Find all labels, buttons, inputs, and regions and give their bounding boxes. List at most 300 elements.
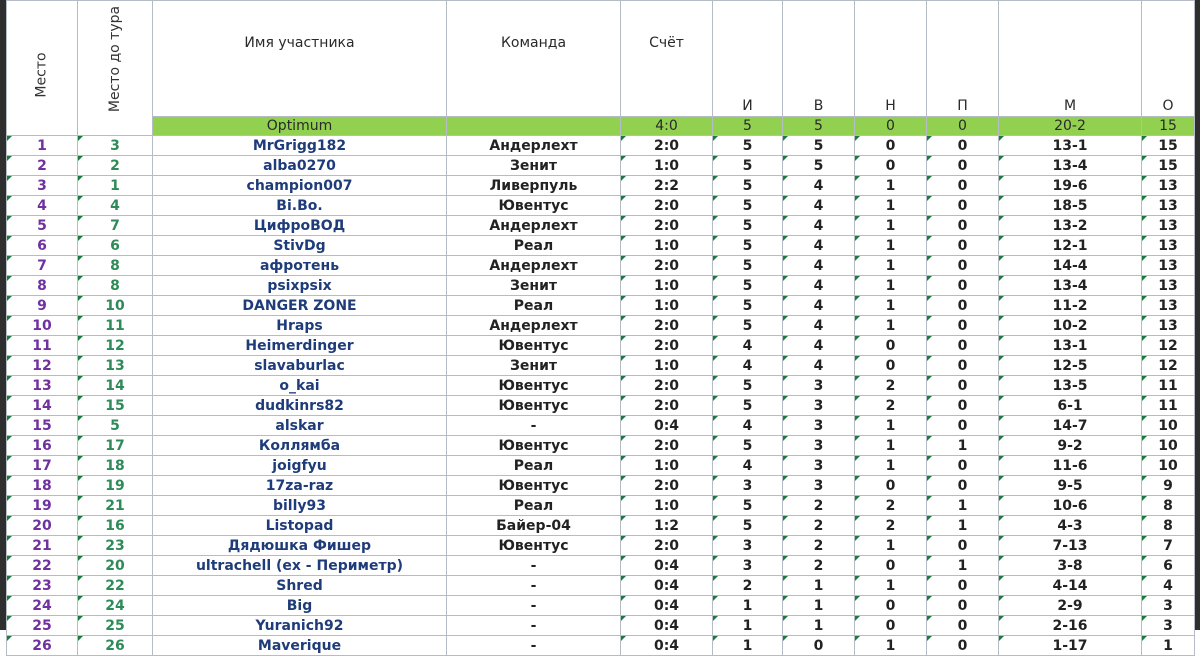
place-cell: 2 [7, 156, 78, 176]
prev-place-cell: 19 [78, 476, 153, 496]
reference-score: 4:0 [621, 117, 713, 136]
points-cell: 8 [1142, 516, 1195, 536]
table-row [7, 436, 1195, 456]
team-cell: Андерлехт [447, 136, 621, 156]
draws-cell: 1 [855, 236, 927, 256]
goals-cell: 6-1 [999, 396, 1142, 416]
draws-cell: 0 [855, 136, 927, 156]
wins-cell: 1 [783, 596, 855, 616]
goals-cell: 9-5 [999, 476, 1142, 496]
participant-name: Shred [153, 576, 447, 596]
table-row [7, 556, 1195, 576]
header-wins: В [783, 1, 855, 117]
points-cell: 11 [1142, 396, 1195, 416]
participant-name: champion007 [153, 176, 447, 196]
place-cell: 11 [7, 336, 78, 356]
losses-cell: 0 [927, 596, 999, 616]
games-cell: 5 [713, 236, 783, 256]
games-cell: 5 [713, 516, 783, 536]
score-cell: 0:4 [621, 416, 713, 436]
table-row [7, 256, 1195, 276]
score-cell: 1:2 [621, 516, 713, 536]
place-cell: 20 [7, 516, 78, 536]
participant-name: ultrachell (ex - Периметр) [153, 556, 447, 576]
participant-name: DANGER ZONE [153, 296, 447, 316]
wins-cell: 3 [783, 396, 855, 416]
header-team: Команда [447, 1, 621, 117]
team-cell: Зенит [447, 276, 621, 296]
team-cell: Байер-04 [447, 516, 621, 536]
points-cell: 10 [1142, 436, 1195, 456]
table-row [7, 396, 1195, 416]
table-row [7, 356, 1195, 376]
standings-table [6, 0, 1195, 656]
losses-cell: 0 [927, 576, 999, 596]
points-cell: 13 [1142, 296, 1195, 316]
losses-cell: 0 [927, 356, 999, 376]
wins-cell: 4 [783, 196, 855, 216]
losses-cell: 0 [927, 176, 999, 196]
score-cell: 2:0 [621, 136, 713, 156]
prev-place-cell: 4 [78, 196, 153, 216]
games-cell: 5 [713, 256, 783, 276]
participant-name: Maverique [153, 636, 447, 656]
losses-cell: 0 [927, 476, 999, 496]
score-cell: 0:4 [621, 616, 713, 636]
draws-cell: 1 [855, 576, 927, 596]
participant-name: Listopad [153, 516, 447, 536]
draws-cell: 1 [855, 456, 927, 476]
losses-cell: 0 [927, 276, 999, 296]
table-row [7, 596, 1195, 616]
goals-cell: 19-6 [999, 176, 1142, 196]
games-cell: 5 [713, 316, 783, 336]
points-cell: 9 [1142, 476, 1195, 496]
prev-place-cell: 8 [78, 256, 153, 276]
team-cell: - [447, 576, 621, 596]
participant-name: Big [153, 596, 447, 616]
team-cell: Ливерпуль [447, 176, 621, 196]
table-row [7, 316, 1195, 336]
place-cell: 25 [7, 616, 78, 636]
wins-cell: 4 [783, 356, 855, 376]
table-row [7, 616, 1195, 636]
wins-cell: 2 [783, 496, 855, 516]
losses-cell: 0 [927, 256, 999, 276]
header-prev-place [78, 1, 153, 136]
goals-cell: 13-5 [999, 376, 1142, 396]
points-cell: 10 [1142, 456, 1195, 476]
participant-name: MrGrigg182 [153, 136, 447, 156]
prev-place-cell: 2 [78, 156, 153, 176]
place-cell: 15 [7, 416, 78, 436]
table-row [7, 496, 1195, 516]
table-row [7, 576, 1195, 596]
prev-place-cell: 18 [78, 456, 153, 476]
place-cell: 5 [7, 216, 78, 236]
place-cell: 4 [7, 196, 78, 216]
draws-cell: 0 [855, 156, 927, 176]
losses-cell: 0 [927, 376, 999, 396]
table-row [7, 456, 1195, 476]
games-cell: 5 [713, 396, 783, 416]
wins-cell: 4 [783, 336, 855, 356]
games-cell: 5 [713, 496, 783, 516]
wins-cell: 3 [783, 456, 855, 476]
place-cell: 1 [7, 136, 78, 156]
losses-cell: 1 [927, 516, 999, 536]
points-cell: 13 [1142, 256, 1195, 276]
score-cell: 2:0 [621, 376, 713, 396]
place-cell: 14 [7, 396, 78, 416]
goals-cell: 3-8 [999, 556, 1142, 576]
draws-cell: 2 [855, 496, 927, 516]
wins-cell: 2 [783, 516, 855, 536]
team-cell: Андерлехт [447, 216, 621, 236]
score-cell: 0:4 [621, 596, 713, 616]
goals-cell: 4-3 [999, 516, 1142, 536]
participant-name: dudkinrs82 [153, 396, 447, 416]
score-cell: 0:4 [621, 556, 713, 576]
prev-place-cell: 11 [78, 316, 153, 336]
prev-place-cell: 22 [78, 576, 153, 596]
place-cell: 24 [7, 596, 78, 616]
header-draws: Н [855, 1, 927, 117]
points-cell: 11 [1142, 376, 1195, 396]
team-cell: Зенит [447, 356, 621, 376]
participant-name: psixpsix [153, 276, 447, 296]
goals-cell: 13-1 [999, 136, 1142, 156]
standings-body [7, 136, 1195, 656]
prev-place-cell: 23 [78, 536, 153, 556]
header-row [7, 1, 1195, 117]
participant-name: joigfyu [153, 456, 447, 476]
participant-name: 17za-raz [153, 476, 447, 496]
participant-name: Yuranich92 [153, 616, 447, 636]
points-cell: 8 [1142, 496, 1195, 516]
draws-cell: 1 [855, 256, 927, 276]
games-cell: 4 [713, 456, 783, 476]
table-row [7, 336, 1195, 356]
points-cell: 13 [1142, 176, 1195, 196]
draws-cell: 0 [855, 476, 927, 496]
draws-cell: 2 [855, 396, 927, 416]
team-cell: Ювентус [447, 396, 621, 416]
table-row [7, 536, 1195, 556]
team-cell: - [447, 416, 621, 436]
prev-place-cell: 6 [78, 236, 153, 256]
points-cell: 13 [1142, 236, 1195, 256]
table-row [7, 136, 1195, 156]
wins-cell: 4 [783, 256, 855, 276]
draws-cell: 1 [855, 296, 927, 316]
losses-cell: 0 [927, 336, 999, 356]
prev-place-cell: 26 [78, 636, 153, 656]
wins-cell: 4 [783, 216, 855, 236]
points-cell: 12 [1142, 356, 1195, 376]
place-cell: 9 [7, 296, 78, 316]
losses-cell: 1 [927, 436, 999, 456]
place-cell: 23 [7, 576, 78, 596]
prev-place-cell: 24 [78, 596, 153, 616]
score-cell: 2:0 [621, 316, 713, 336]
goals-cell: 2-16 [999, 616, 1142, 636]
draws-cell: 1 [855, 416, 927, 436]
losses-cell: 0 [927, 416, 999, 436]
team-cell: Ювентус [447, 196, 621, 216]
draws-cell: 1 [855, 216, 927, 236]
games-cell: 2 [713, 576, 783, 596]
prev-place-cell: 13 [78, 356, 153, 376]
reference-draws: 0 [855, 117, 927, 136]
header-games: И [713, 1, 783, 117]
team-cell: - [447, 636, 621, 656]
points-cell: 6 [1142, 556, 1195, 576]
points-cell: 7 [1142, 536, 1195, 556]
score-cell: 2:0 [621, 256, 713, 276]
team-cell: Ювентус [447, 536, 621, 556]
header-losses: П [927, 1, 999, 117]
participant-name: ЦифроВОД [153, 216, 447, 236]
header-place-label: Место [34, 51, 50, 98]
losses-cell: 0 [927, 396, 999, 416]
wins-cell: 2 [783, 556, 855, 576]
losses-cell: 0 [927, 136, 999, 156]
place-cell: 13 [7, 376, 78, 396]
goals-cell: 18-5 [999, 196, 1142, 216]
goals-cell: 13-1 [999, 336, 1142, 356]
prev-place-cell: 7 [78, 216, 153, 236]
wins-cell: 4 [783, 296, 855, 316]
points-cell: 4 [1142, 576, 1195, 596]
wins-cell: 3 [783, 376, 855, 396]
score-cell: 1:0 [621, 276, 713, 296]
score-cell: 2:0 [621, 536, 713, 556]
draws-cell: 1 [855, 636, 927, 656]
place-cell: 17 [7, 456, 78, 476]
points-cell: 13 [1142, 196, 1195, 216]
place-cell: 6 [7, 236, 78, 256]
team-cell: Зенит [447, 156, 621, 176]
games-cell: 5 [713, 176, 783, 196]
participant-name: alskar [153, 416, 447, 436]
place-cell: 18 [7, 476, 78, 496]
score-cell: 1:0 [621, 236, 713, 256]
participant-name: Hraps [153, 316, 447, 336]
losses-cell: 0 [927, 536, 999, 556]
losses-cell: 0 [927, 196, 999, 216]
table-row [7, 416, 1195, 436]
score-cell: 1:0 [621, 296, 713, 316]
prev-place-cell: 5 [78, 416, 153, 436]
losses-cell: 0 [927, 636, 999, 656]
place-cell: 8 [7, 276, 78, 296]
games-cell: 3 [713, 536, 783, 556]
goals-cell: 4-14 [999, 576, 1142, 596]
draws-cell: 0 [855, 596, 927, 616]
team-cell: - [447, 596, 621, 616]
games-cell: 1 [713, 616, 783, 636]
header-points: О [1142, 1, 1195, 117]
participant-name: Коллямба [153, 436, 447, 456]
points-cell: 13 [1142, 276, 1195, 296]
wins-cell: 4 [783, 236, 855, 256]
team-cell: Андерлехт [447, 316, 621, 336]
header-goals: М [999, 1, 1142, 117]
games-cell: 5 [713, 216, 783, 236]
score-cell: 2:2 [621, 176, 713, 196]
reference-wins: 5 [783, 117, 855, 136]
reference-goals: 20-2 [999, 117, 1142, 136]
place-cell: 10 [7, 316, 78, 336]
team-cell: Ювентус [447, 336, 621, 356]
prev-place-cell: 12 [78, 336, 153, 356]
games-cell: 1 [713, 596, 783, 616]
table-row [7, 236, 1195, 256]
losses-cell: 0 [927, 456, 999, 476]
participant-name: StivDg [153, 236, 447, 256]
header-score: Счёт [621, 1, 713, 117]
reference-games: 5 [713, 117, 783, 136]
draws-cell: 0 [855, 556, 927, 576]
prev-place-cell: 16 [78, 516, 153, 536]
points-cell: 13 [1142, 316, 1195, 336]
draws-cell: 1 [855, 276, 927, 296]
draws-cell: 1 [855, 316, 927, 336]
place-cell: 26 [7, 636, 78, 656]
table-row [7, 216, 1195, 236]
score-cell: 1:0 [621, 356, 713, 376]
goals-cell: 14-7 [999, 416, 1142, 436]
games-cell: 3 [713, 476, 783, 496]
losses-cell: 1 [927, 556, 999, 576]
score-cell: 2:0 [621, 336, 713, 356]
participant-name: billy93 [153, 496, 447, 516]
games-cell: 5 [713, 276, 783, 296]
team-cell: Реал [447, 456, 621, 476]
table-row [7, 636, 1195, 656]
losses-cell: 0 [927, 296, 999, 316]
prev-place-cell: 3 [78, 136, 153, 156]
losses-cell: 1 [927, 496, 999, 516]
reference-name: Optimum [153, 117, 447, 136]
draws-cell: 0 [855, 336, 927, 356]
prev-place-cell: 25 [78, 616, 153, 636]
losses-cell: 0 [927, 236, 999, 256]
team-cell: Реал [447, 496, 621, 516]
table-row [7, 196, 1195, 216]
team-cell: - [447, 556, 621, 576]
games-cell: 1 [713, 636, 783, 656]
goals-cell: 10-6 [999, 496, 1142, 516]
goals-cell: 13-4 [999, 156, 1142, 176]
losses-cell: 0 [927, 156, 999, 176]
wins-cell: 4 [783, 316, 855, 336]
score-cell: 1:0 [621, 156, 713, 176]
participant-name: афротень [153, 256, 447, 276]
points-cell: 12 [1142, 336, 1195, 356]
points-cell: 1 [1142, 636, 1195, 656]
goals-cell: 12-5 [999, 356, 1142, 376]
prev-place-cell: 17 [78, 436, 153, 456]
prev-place-cell: 1 [78, 176, 153, 196]
reference-points: 15 [1142, 117, 1195, 136]
team-cell: Реал [447, 296, 621, 316]
goals-cell: 2-9 [999, 596, 1142, 616]
table-row [7, 276, 1195, 296]
goals-cell: 13-2 [999, 216, 1142, 236]
prev-place-cell: 20 [78, 556, 153, 576]
wins-cell: 5 [783, 156, 855, 176]
table-row [7, 376, 1195, 396]
place-cell: 12 [7, 356, 78, 376]
games-cell: 5 [713, 436, 783, 456]
points-cell: 3 [1142, 596, 1195, 616]
header-prev-place-label: Место до тура [107, 5, 124, 112]
draws-cell: 1 [855, 196, 927, 216]
participant-name: Дядюшка Фишер [153, 536, 447, 556]
place-cell: 3 [7, 176, 78, 196]
games-cell: 5 [713, 376, 783, 396]
team-cell: Ювентус [447, 476, 621, 496]
goals-cell: 7-13 [999, 536, 1142, 556]
draws-cell: 2 [855, 516, 927, 536]
games-cell: 4 [713, 356, 783, 376]
place-cell: 19 [7, 496, 78, 516]
goals-cell: 1-17 [999, 636, 1142, 656]
draws-cell: 0 [855, 616, 927, 636]
points-cell: 3 [1142, 616, 1195, 636]
prev-place-cell: 14 [78, 376, 153, 396]
wins-cell: 0 [783, 636, 855, 656]
score-cell: 2:0 [621, 396, 713, 416]
place-cell: 7 [7, 256, 78, 276]
reference-team [447, 117, 621, 136]
draws-cell: 1 [855, 176, 927, 196]
place-cell: 21 [7, 536, 78, 556]
points-cell: 15 [1142, 136, 1195, 156]
games-cell: 4 [713, 416, 783, 436]
wins-cell: 4 [783, 276, 855, 296]
points-cell: 13 [1142, 216, 1195, 236]
header-place [7, 1, 78, 136]
participant-name: slavaburlac [153, 356, 447, 376]
score-cell: 1:0 [621, 456, 713, 476]
points-cell: 15 [1142, 156, 1195, 176]
losses-cell: 0 [927, 316, 999, 336]
goals-cell: 14-4 [999, 256, 1142, 276]
score-cell: 2:0 [621, 476, 713, 496]
games-cell: 5 [713, 136, 783, 156]
prev-place-cell: 15 [78, 396, 153, 416]
wins-cell: 3 [783, 436, 855, 456]
reference-row [7, 117, 1195, 136]
goals-cell: 12-1 [999, 236, 1142, 256]
team-cell: Ювентус [447, 436, 621, 456]
prev-place-cell: 10 [78, 296, 153, 316]
place-cell: 22 [7, 556, 78, 576]
wins-cell: 1 [783, 576, 855, 596]
draws-cell: 2 [855, 376, 927, 396]
score-cell: 0:4 [621, 576, 713, 596]
team-cell: Андерлехт [447, 256, 621, 276]
team-cell: Ювентус [447, 376, 621, 396]
games-cell: 5 [713, 156, 783, 176]
wins-cell: 1 [783, 616, 855, 636]
wins-cell: 2 [783, 536, 855, 556]
games-cell: 4 [713, 336, 783, 356]
score-cell: 2:0 [621, 216, 713, 236]
